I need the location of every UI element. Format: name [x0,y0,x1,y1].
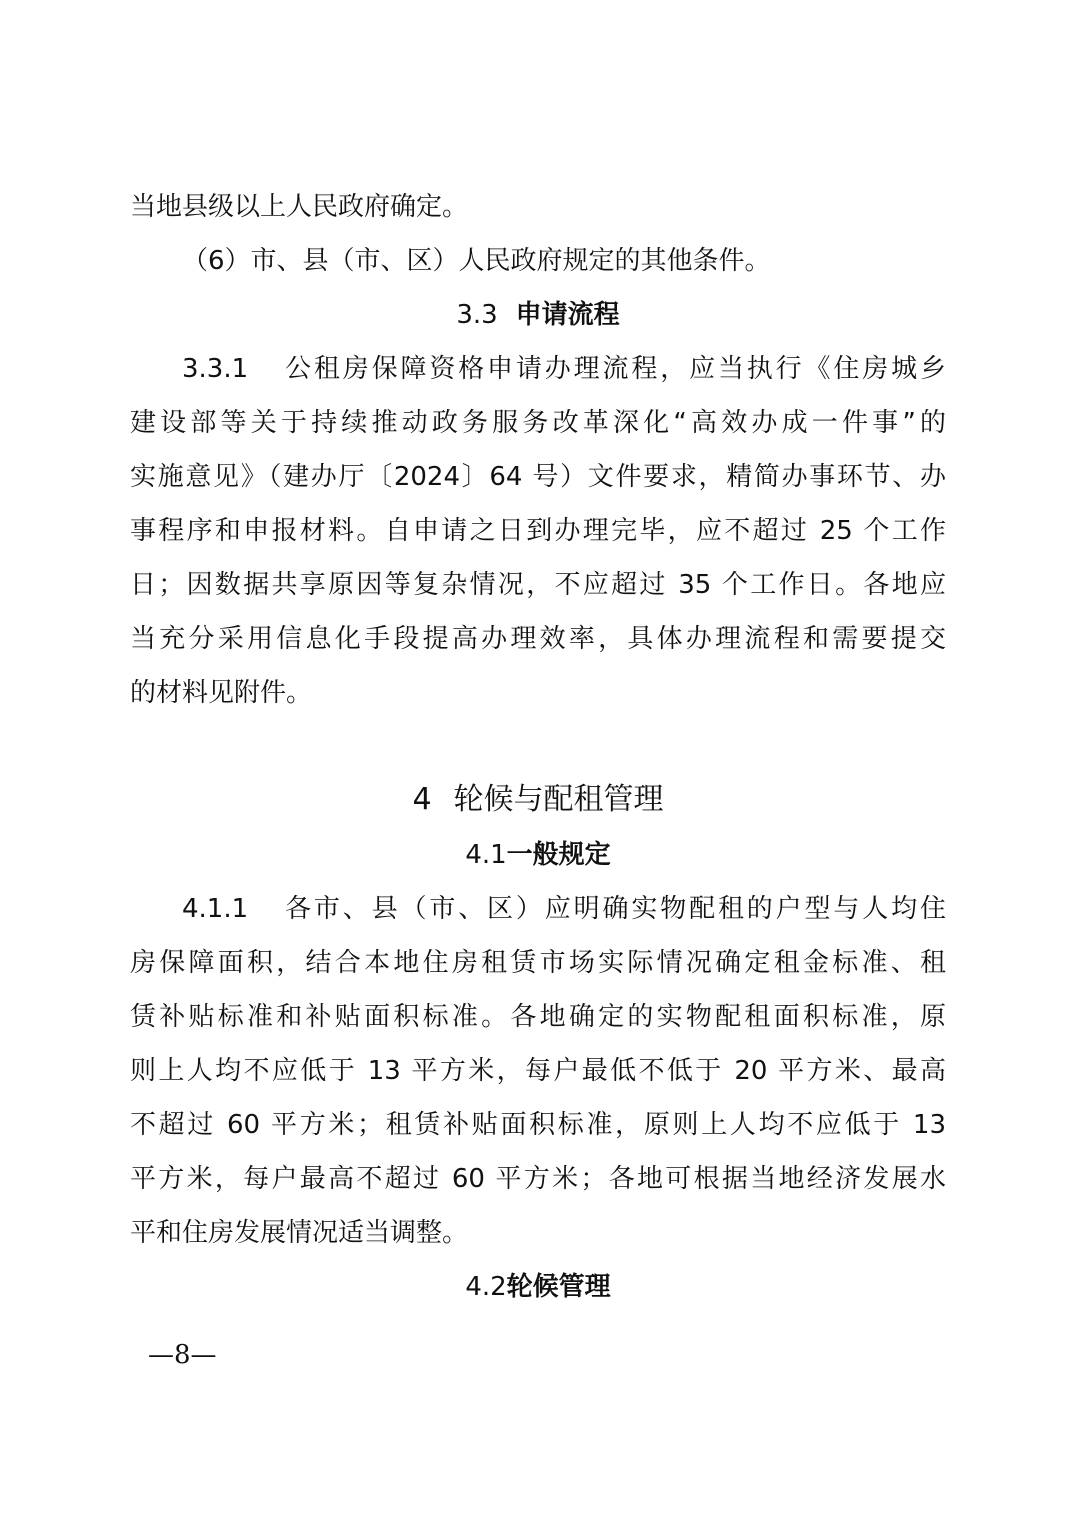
clause-3-3-1-line: 的材料见附件。 [130,678,313,708]
clause-4-1-1-line: 平和住房发展情况适当调整。 [130,1218,469,1248]
clause-text: 公租房保障资格申请办理流程，应当执行《住房城乡 [282,354,946,384]
document-page [130,180,946,1314]
section-heading-3-3 [130,288,946,342]
section-number: 3.3 [456,300,498,330]
section-heading-4-1 [130,828,946,882]
section-heading-4-2 [130,1260,946,1314]
clause-3-3-1-line: 事程序和申报材料。自申请之日到办理完毕，应不超过 25 个工作 [130,516,946,546]
clause-3-3-1-line: 日；因数据共享原因等复杂情况，不应超过 35 个工作日。各地应 [130,570,946,600]
clause-4-1-1-line: 不超过 60 平方米；租赁补贴面积标准，原则上人均不应低于 13 [130,1110,946,1140]
clause-number: 4.1.1 [182,894,249,924]
clause-4-1-1-line: 则上人均不应低于 13 平方米，每户最低不低于 20 平方米、最高 [130,1056,946,1086]
condition-item-6: （6）市、县（市、区）人民政府规定的其他条件。 [182,246,771,276]
section-title: 申请流程 [515,300,620,330]
clause-3-3-1-line: 建设部等关于持续推动政务服务改革深化“高效办成一件事”的 [130,408,946,438]
chapter-number: 4 [412,782,432,817]
clause-number: 3.3.1 [182,354,249,384]
page-number: —8— [148,1340,217,1370]
clause-4-1-1-line: 赁补贴标准和补贴面积标准。各地确定的实物配租面积标准，原 [130,1002,946,1032]
chapter-title: 轮候与配租管理 [453,782,664,817]
chapter-heading-4 [130,772,946,828]
clause-3-3-1-line: 实施意见》（建办厅〔2024〕64 号）文件要求，精简办事环节、办 [130,462,946,492]
section-title: 轮候管理 [506,1272,611,1302]
clause-text: 各市、县（市、区）应明确实物配租的户型与人均住 [282,894,946,924]
clause-3-3-1-line [130,342,946,396]
section-number: 4.2 [465,1272,507,1302]
clause-4-1-1-line: 平方米，每户最高不超过 60 平方米；各地可根据当地经济发展水 [130,1164,946,1194]
clause-4-1-1-line [130,882,946,936]
clause-3-3-1-line: 当充分采用信息化手段提高办理效率，具体办理流程和需要提交 [130,624,946,654]
paragraph-line: 当地县级以上人民政府确定。 [130,192,469,222]
clause-4-1-1-line: 房保障面积，结合本地住房租赁市场实际情况确定租金标准、租 [130,948,946,978]
section-number: 4.1 [465,840,507,870]
section-title: 一般规定 [506,840,611,870]
